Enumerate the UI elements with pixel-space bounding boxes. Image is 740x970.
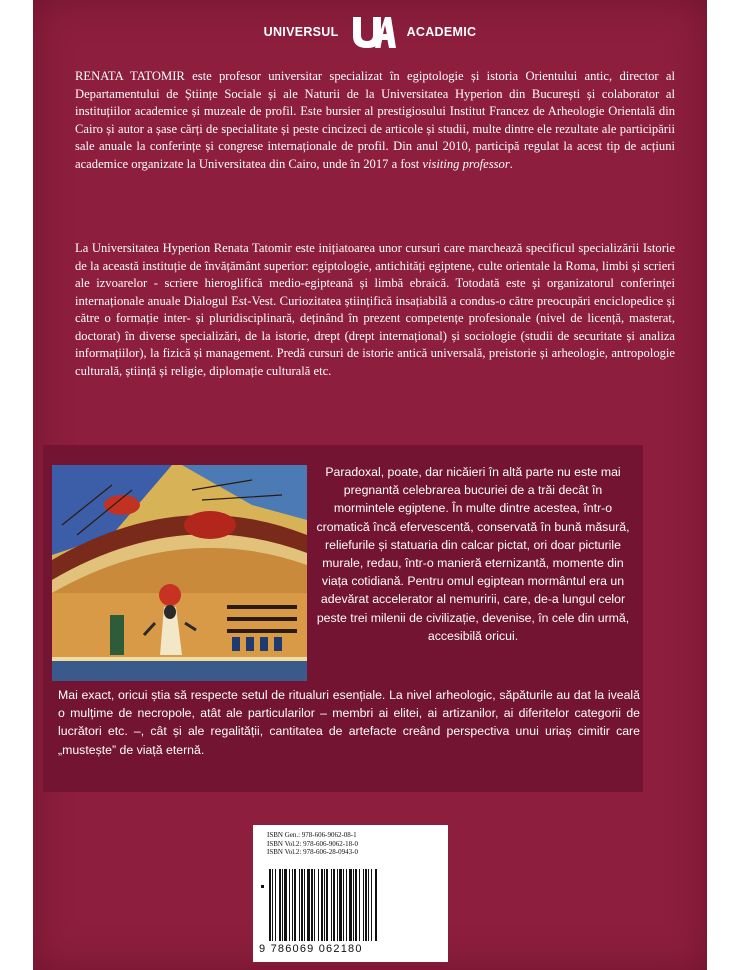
excerpt-paragraph-1: Paradoxal, poate, dar nicăieri în altă parte nu este mai pregnantă celebrarea bucuriei de a trăi decât în mormintele egiptene. În multe dintre acestea, într-o cromatică încă efervescentă, conservată în bună măsură, reliefurile și statuaria din calcar pictat, ori doar picturile murale, redau, într-o manieră eternizantă, momente din viața cotidiană. Pentru omul egiptean mormântul era un adevărat accelerator al nemuririi, care, de-a lungul celor peste trei milenii de civilizație, devenise, în cele din urmă, accesibilă oricui. — [316, 465, 630, 643]
barcode-bar — [359, 869, 360, 941]
barcode-number: 9 786069 062180 — [259, 943, 363, 955]
barcode-bar — [282, 869, 283, 941]
barcode-bar — [353, 869, 354, 941]
publisher-logo — [349, 13, 397, 51]
barcode-bar — [307, 869, 310, 941]
isbn-line: ISBN Gen.: 978-606-9062-08-1 — [267, 831, 357, 839]
publisher-name-left: UNIVERSUL — [263, 25, 339, 39]
barcode-bar — [289, 869, 290, 941]
barcode-mark — [261, 885, 264, 888]
author-bio-paragraph-2: La Universitatea Hyperion Renata Tatomir este inițiatoarea unor cursuri care marchează specificul specializării Istorie de la această instituție de învățământ superior: egiptologie, antichități egiptene, culte orientale la Roma, limbi și scrieri ale izvoarelor - scriere hieroglifică medio-egipteană și limbă ebraică. Totodată este și organizatorul conferinței internaționale anuale Dialogul Est-Vest. Curiozitatea științifică insațiabilă a condus-o către preocupări enciclopedice și către o formație inter- și pluridisciplinară, deținând în prezent competențe profesionale (nivel de licență, masterat, doctorat) în diverse specializări, de la istorie, drept (drept internațional) și sociologie (studii de securitate și analiza informațiilor), la fizică și management. Predă cursuri de istorie antică universală, preistorie și arheologie, antropologie culturală, știință și religie, diplomație culturală etc. — [75, 241, 675, 378]
barcode-bar — [326, 869, 328, 941]
barcode-bar — [311, 869, 313, 941]
author-name: RENATA TATOMIR — [75, 69, 185, 83]
barcode-bar — [346, 869, 347, 941]
publisher-header — [33, 12, 707, 52]
bio-italic-title: visiting professor — [422, 156, 510, 171]
barcode-bar — [275, 869, 276, 941]
bio-period: . — [509, 156, 513, 171]
barcode-bar — [279, 869, 281, 941]
barcode-bar — [284, 869, 287, 941]
isbn-line: ISBN Vol.2: 978-606-9062-18-0 — [267, 839, 358, 848]
barcode-bar — [333, 869, 335, 941]
barcode-bar — [324, 869, 325, 941]
barcode-bar — [371, 869, 372, 941]
isbn-barcode-label — [253, 825, 448, 962]
excerpt-paragraph-2: Mai exact, oricui știa să respecte setul de ritualuri esențiale. La nivel arheologic, săpăturile au dat la iveală o mulțime de necropole, atât ale particularilor – membri ai elitei, ai artizanilor, ai diferitelor categorii de lucrători etc. –, cât și ale regalității, cantitatea de artefacte creând perspectiva unui uriaș cimitir care „mustește” de viață eternă. — [58, 688, 640, 757]
barcode-bar — [299, 869, 300, 941]
barcode-bar — [375, 869, 377, 941]
barcode-bar — [292, 869, 293, 941]
barcode-bar — [321, 869, 323, 941]
barcode-bar — [337, 869, 338, 941]
barcode-bar — [269, 869, 271, 941]
isbn-line: ISBN Vol.2: 978-606-28-0943-0 — [267, 848, 358, 857]
barcode-bar — [314, 869, 315, 941]
barcode-bar — [355, 869, 357, 941]
barcode-bar — [363, 869, 364, 941]
barcode-bar — [301, 869, 303, 941]
barcode-bar — [368, 869, 369, 941]
barcode-bar — [318, 869, 319, 941]
egyptian-tomb-painting-image — [52, 465, 307, 681]
barcode-bar — [331, 869, 332, 941]
barcode-bar — [339, 869, 342, 941]
bio-text-1: este profesor universitar specializat în egiptologie și istoria Orientului antic, director al Departamentului de Științe Sociale și ale Naturii de la Universitatea Hyperion din București și colaborator al instituțiilor academice și muzeale de profil. Este bursier al prestigiosului Institut Francez de Arheologie Orientală din Cairo și autor a șase cărți de specialitate și peste cincizeci de articole și studii, multe dintre ele rezultate ale participării sale anuale la conferințe și congrese internaționale de profil. Din anul 2010, participă regulat la acest tip de acțiuni academice organizate la Universitatea din Cairo, unde în 2017 a fost — [75, 69, 676, 171]
publisher-name-right: ACADEMIC — [406, 25, 477, 39]
barcode-bar — [294, 869, 296, 941]
author-bio-paragraph-1 — [75, 68, 675, 173]
barcode-bar — [304, 869, 305, 941]
barcode-bars — [253, 825, 448, 962]
barcode-bar — [365, 869, 367, 941]
barcode-bar — [349, 869, 352, 941]
barcode-bar — [343, 869, 344, 941]
barcode-bar — [272, 869, 273, 941]
